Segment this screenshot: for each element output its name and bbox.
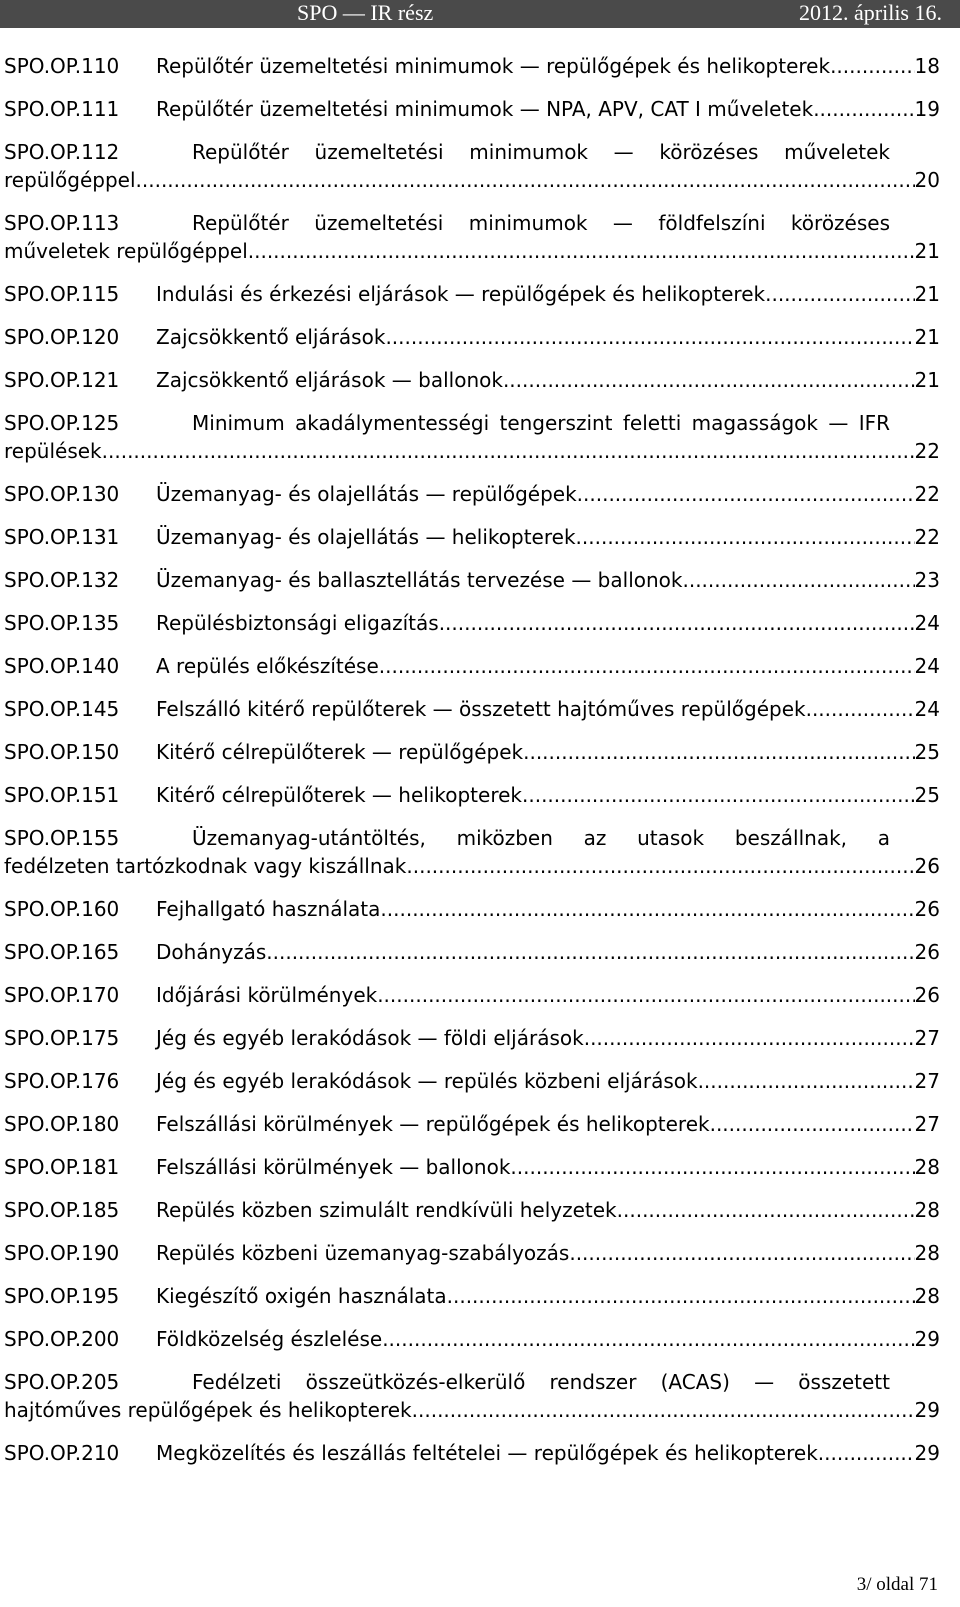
toc-title: Felszállási körülmények — repülőgépek és helikopterek: [156, 1112, 710, 1136]
toc-title: Repülésbiztonsági eligazítás: [156, 611, 439, 635]
toc-title: Fedélzeti összeütközés-elkerülő rendszer (ACAS) — összetett: [192, 1370, 890, 1394]
toc-leader: [406, 852, 914, 880]
toc-title-cont: hajtóműves repülőgépek és helikopterek: [4, 1398, 412, 1422]
toc-entry[interactable]: [4, 1024, 940, 1052]
toc-page: 28: [914, 1198, 940, 1222]
toc-leader: [266, 938, 914, 966]
toc-title: Megközelítés és leszállás feltételei — repülőgépek és helikopterek: [156, 1441, 818, 1465]
toc-code: SPO.OP.115: [4, 282, 120, 306]
toc-line: [4, 695, 940, 723]
toc-title: Repülőtér üzemeltetési minimumok — NPA, APV, CAT I műveletek: [156, 97, 814, 121]
toc-code: SPO.OP.165: [4, 940, 120, 964]
toc-entry[interactable]: [4, 95, 940, 123]
toc-leader: [682, 566, 914, 594]
toc-line: [4, 1368, 890, 1396]
toc-title: Indulási és érkezési eljárások — repülőgépek és helikopterek: [156, 282, 766, 306]
toc-entry[interactable]: [4, 323, 940, 351]
toc-code: SPO.OP.175: [4, 1026, 120, 1050]
toc-line: [4, 1024, 940, 1052]
toc-page: 26: [914, 897, 940, 921]
toc-code: SPO.OP.132: [4, 568, 120, 592]
toc-page: 26: [914, 940, 940, 964]
toc-page: 22: [914, 482, 940, 506]
toc-title: Felszállási körülmények — ballonok: [156, 1155, 511, 1179]
toc-page: 23: [914, 568, 940, 592]
toc-code: SPO.OP.176: [4, 1069, 120, 1093]
toc-code: SPO.OP.160: [4, 897, 120, 921]
toc-title: Üzemanyag- és ballasztellátás tervezése — ballonok: [156, 568, 683, 592]
toc-code: SPO.OP.155: [4, 826, 120, 850]
toc-entry[interactable]: [4, 695, 940, 723]
toc-entry[interactable]: [4, 824, 940, 880]
toc-entry[interactable]: [4, 1110, 940, 1138]
toc-entry[interactable]: [4, 1282, 940, 1310]
toc-page: 28: [914, 1284, 940, 1308]
toc-line: [4, 437, 940, 465]
toc-title: Üzemanyag-utántöltés, miközben az utasok beszállnak, a: [192, 826, 890, 850]
toc-leader: [577, 480, 915, 508]
toc-entry[interactable]: [4, 1439, 940, 1467]
toc-title: Minimum akadálymentességi tengerszint feletti magasságok — IFR: [192, 411, 890, 435]
toc-code: SPO.OP.121: [4, 368, 120, 392]
toc-entry[interactable]: [4, 566, 940, 594]
toc-title: Zajcsökkentő eljárások — ballonok: [156, 368, 503, 392]
toc-entry[interactable]: [4, 738, 940, 766]
toc-title: Repülőtér üzemeltetési minimumok — repülőgépek és helikopterek: [156, 54, 831, 78]
toc-leader: [503, 366, 915, 394]
toc-page: 24: [914, 654, 940, 678]
toc-code: SPO.OP.140: [4, 654, 120, 678]
toc-leader: [377, 981, 914, 1009]
toc-code: SPO.OP.151: [4, 783, 120, 807]
toc-page: 18: [914, 54, 940, 78]
toc-code: SPO.OP.135: [4, 611, 120, 635]
toc-page: 21: [914, 282, 940, 306]
toc-leader: [830, 52, 914, 80]
toc-code: SPO.OP.112: [4, 140, 120, 164]
toc-leader: [136, 166, 915, 194]
toc-title: Földközelség észlelése: [156, 1327, 383, 1351]
toc-title: Dohányzás: [156, 940, 267, 964]
toc-line: [4, 1282, 940, 1310]
toc-title-cont: műveletek repülőgéppel: [4, 239, 248, 263]
toc-title: Kitérő célrepülőterek — helikopterek: [156, 783, 522, 807]
toc-entry[interactable]: [4, 609, 940, 637]
toc-line: [4, 738, 940, 766]
toc-leader: [439, 609, 915, 637]
toc-title: Repülőtér üzemeltetési minimumok — körözéses műveletek: [192, 140, 890, 164]
toc-code: SPO.OP.131: [4, 525, 120, 549]
toc-entry[interactable]: [4, 480, 940, 508]
toc-line: [4, 95, 940, 123]
toc-leader: [569, 1239, 914, 1267]
toc-code: SPO.OP.181: [4, 1155, 120, 1179]
toc-title: Fejhallgató használata: [156, 897, 381, 921]
toc-title: Időjárási körülmények: [156, 983, 378, 1007]
toc-leader: [248, 237, 915, 265]
toc-leader: [818, 1439, 915, 1467]
toc-page: 29: [914, 1398, 940, 1422]
toc-line: [4, 480, 940, 508]
toc-title: Repülőtér üzemeltetési minimumok — földfelszíni körözéses: [192, 211, 890, 235]
header-date: 2012. április 16.: [799, 0, 942, 25]
toc-leader: [698, 1067, 915, 1095]
toc-leader: [380, 895, 914, 923]
toc-code: SPO.OP.113: [4, 211, 120, 235]
toc-leader: [385, 323, 914, 351]
toc-line: [4, 852, 940, 880]
toc-page: 29: [914, 1327, 940, 1351]
toc-line: [4, 1239, 940, 1267]
toc-code: SPO.OP.145: [4, 697, 120, 721]
toc-line: [4, 409, 890, 437]
table-of-contents: [4, 52, 940, 1482]
toc-title-cont: repülések: [4, 439, 102, 463]
toc-code: SPO.OP.125: [4, 411, 120, 435]
toc-title: Zajcsökkentő eljárások: [156, 325, 386, 349]
toc-line: [4, 1325, 940, 1353]
toc-page: 27: [914, 1069, 940, 1093]
toc-page: 21: [914, 325, 940, 349]
toc-page: 21: [914, 239, 940, 263]
toc-leader: [379, 652, 915, 680]
toc-line: [4, 166, 940, 194]
toc-page: 24: [914, 697, 940, 721]
toc-code: SPO.OP.185: [4, 1198, 120, 1222]
toc-page: 25: [914, 740, 940, 764]
toc-leader: [523, 738, 914, 766]
toc-code: SPO.OP.190: [4, 1241, 120, 1265]
toc-page: 22: [914, 439, 940, 463]
toc-leader: [576, 523, 915, 551]
toc-code: SPO.OP.210: [4, 1441, 120, 1465]
toc-title: Jég és egyéb lerakódások — repülés közbeni eljárások: [156, 1069, 698, 1093]
toc-line: [4, 981, 940, 1009]
toc-leader: [522, 781, 915, 809]
toc-entry[interactable]: [4, 1239, 940, 1267]
toc-leader: [382, 1325, 914, 1353]
page-number: 3/ oldal 71: [856, 1574, 938, 1595]
toc-title: A repülés előkészítése: [156, 654, 379, 678]
toc-entry[interactable]: [4, 138, 940, 194]
toc-code: SPO.OP.111: [4, 97, 120, 121]
toc-code: SPO.OP.195: [4, 1284, 120, 1308]
toc-page: 21: [914, 368, 940, 392]
toc-entry[interactable]: [4, 1368, 940, 1424]
toc-line: [4, 652, 940, 680]
toc-entry[interactable]: [4, 52, 940, 80]
toc-title-cont: repülőgéppel: [4, 168, 136, 192]
toc-title: Jég és egyéb lerakódások — földi eljárások: [156, 1026, 584, 1050]
toc-title: Kiegészítő oxigén használata: [156, 1284, 447, 1308]
toc-title: Üzemanyag- és olajellátás — repülőgépek: [156, 482, 577, 506]
toc-page: 25: [914, 783, 940, 807]
toc-entry[interactable]: [4, 409, 940, 465]
toc-line: [4, 138, 890, 166]
toc-leader: [412, 1396, 915, 1424]
toc-page: 24: [914, 611, 940, 635]
toc-page: 26: [914, 983, 940, 1007]
toc-entry[interactable]: [4, 523, 940, 551]
toc-line: [4, 938, 940, 966]
page-header: [0, 0, 960, 28]
toc-line: [4, 366, 940, 394]
toc-line: [4, 523, 940, 551]
toc-page: 29: [914, 1441, 940, 1465]
toc-line: [4, 323, 940, 351]
toc-code: SPO.OP.150: [4, 740, 120, 764]
toc-leader: [584, 1024, 915, 1052]
toc-line: [4, 1439, 940, 1467]
toc-entry[interactable]: [4, 938, 940, 966]
toc-line: [4, 824, 890, 852]
toc-line: [4, 781, 940, 809]
toc-page: 27: [914, 1112, 940, 1136]
toc-leader: [617, 1196, 915, 1224]
toc-code: SPO.OP.130: [4, 482, 120, 506]
toc-code: SPO.OP.205: [4, 1370, 120, 1394]
toc-leader: [806, 695, 915, 723]
toc-title: Kitérő célrepülőterek — repülőgépek: [156, 740, 524, 764]
toc-entry[interactable]: [4, 1196, 940, 1224]
toc-line: [4, 1196, 940, 1224]
toc-page: 28: [914, 1241, 940, 1265]
toc-entry[interactable]: [4, 366, 940, 394]
toc-entry[interactable]: [4, 1067, 940, 1095]
toc-code: SPO.OP.200: [4, 1327, 120, 1351]
toc-title: Repülés közben szimulált rendkívüli helyzetek: [156, 1198, 617, 1222]
toc-leader: [510, 1153, 914, 1181]
toc-entry[interactable]: [4, 1153, 940, 1181]
toc-line: [4, 609, 940, 637]
toc-page: 26: [914, 854, 940, 878]
toc-page: 19: [914, 97, 940, 121]
toc-title-cont: fedélzeten tartózkodnak vagy kiszállnak: [4, 854, 407, 878]
toc-page: 20: [914, 168, 940, 192]
toc-line: [4, 566, 940, 594]
toc-entry[interactable]: [4, 280, 940, 308]
header-title: SPO — IR rész: [297, 0, 434, 25]
toc-entry[interactable]: [4, 209, 940, 265]
toc-page: 28: [914, 1155, 940, 1179]
toc-entry[interactable]: [4, 895, 940, 923]
toc-entry[interactable]: [4, 781, 940, 809]
toc-line: [4, 209, 890, 237]
toc-leader: [710, 1110, 915, 1138]
toc-leader: [765, 280, 914, 308]
toc-title: Repülés közbeni üzemanyag-szabályozás: [156, 1241, 570, 1265]
toc-line: [4, 52, 940, 80]
toc-line: [4, 237, 940, 265]
toc-page: 27: [914, 1026, 940, 1050]
toc-page: 22: [914, 525, 940, 549]
toc-line: [4, 895, 940, 923]
toc-code: SPO.OP.110: [4, 54, 120, 78]
toc-title: Felszálló kitérő repülőterek — összetett hajtóműves repülőgépek: [156, 697, 806, 721]
toc-entry[interactable]: [4, 981, 940, 1009]
toc-entry[interactable]: [4, 652, 940, 680]
toc-line: [4, 1067, 940, 1095]
toc-leader: [447, 1282, 915, 1310]
toc-line: [4, 1396, 940, 1424]
toc-code: SPO.OP.180: [4, 1112, 120, 1136]
toc-leader: [102, 437, 915, 465]
toc-title: Üzemanyag- és olajellátás — helikopterek: [156, 525, 576, 549]
toc-code: SPO.OP.170: [4, 983, 120, 1007]
toc-entry[interactable]: [4, 1325, 940, 1353]
toc-leader: [813, 95, 914, 123]
toc-code: SPO.OP.120: [4, 325, 120, 349]
toc-line: [4, 1153, 940, 1181]
toc-line: [4, 1110, 940, 1138]
toc-line: [4, 280, 940, 308]
